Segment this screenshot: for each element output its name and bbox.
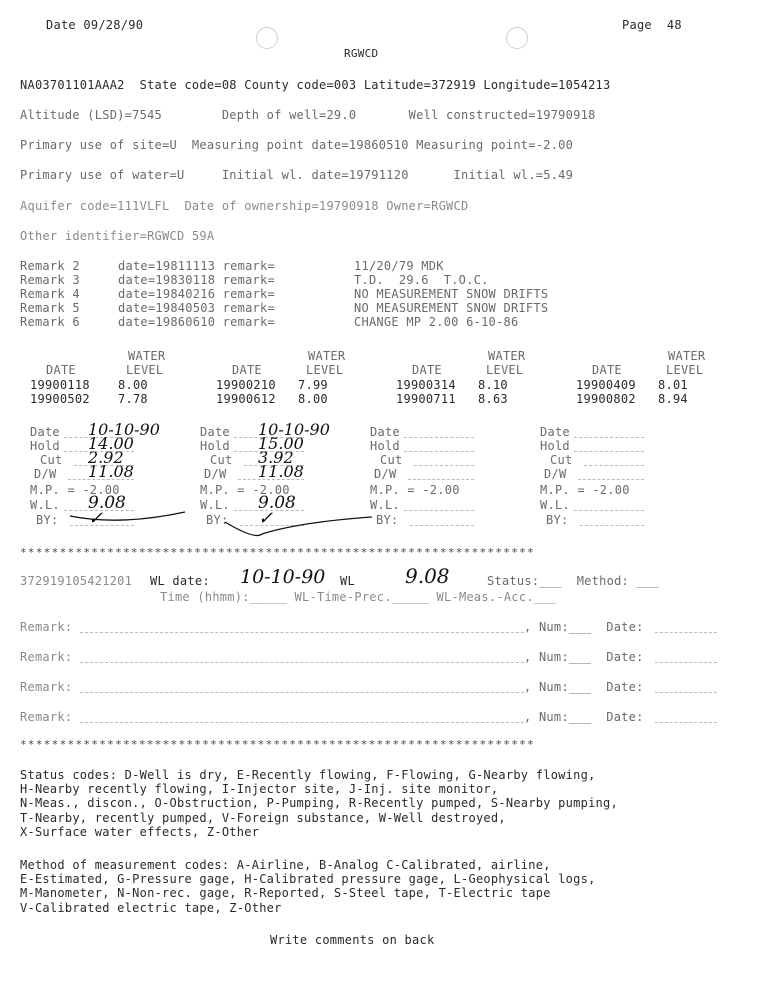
form-label-dw: D/W: [374, 467, 397, 481]
form-label-mp: M.P. = -2.00: [200, 483, 290, 497]
remark-line-label: Remark:: [20, 710, 73, 724]
level-date: 19900711: [396, 392, 456, 406]
page-number: Page 48: [622, 18, 682, 32]
method-code-line: V-Calibrated electric tape, Z-Other: [20, 900, 282, 915]
separator-stars-2: *****************************************************************: [20, 738, 535, 751]
site-line-2: Altitude (LSD)=7545 Depth of well=29.0 Well constructed=19790918: [20, 108, 596, 122]
header-date: DATE: [46, 363, 76, 377]
remark-label: Remark 4: [20, 287, 80, 301]
status-code-line: X-Surface water effects, Z-Other: [20, 824, 260, 839]
remark-date: date=19811113 remark=: [118, 259, 275, 273]
level-value: 7.99: [298, 378, 328, 392]
status-method-fields[interactable]: Status:___ Method: ___: [487, 574, 659, 588]
form-label-by: BY:: [376, 513, 399, 527]
remark-text: CHANGE MP 2.00 6-10-86: [354, 315, 519, 329]
remark-date: date=19830118 remark=: [118, 273, 275, 287]
remark-line-date-field[interactable]: [655, 722, 717, 723]
form-label-by: BY:: [546, 513, 569, 527]
form-label-dw: D/W: [204, 467, 227, 481]
remark-line-num-date: , Num:___ Date:: [524, 710, 644, 724]
form-label-cut: Cut: [380, 453, 403, 467]
method-code-line: M-Manometer, N-Non-rec. gage, R-Reported, S-Steel tape, T-Electric tape: [20, 886, 551, 901]
remark-date: date=19840216 remark=: [118, 287, 275, 301]
header-water: WATER: [308, 349, 346, 363]
site-line-3: Primary use of site=U Measuring point date=19860510 Measuring point=-2.00: [20, 138, 574, 152]
separator-stars-1: *****************************************************************: [20, 546, 535, 559]
remark-label: Remark 2: [20, 259, 80, 273]
site-line-1: NA03701101AAA2 State code=08 County code=003 Latitude=372919 Longitude=1054213: [20, 78, 611, 92]
remark-text: 11/20/79 MDK: [354, 259, 444, 273]
form-label-hold: Hold: [370, 439, 400, 453]
site-line-5: Aquifer code=111VLFL Date of ownership=19790918 Owner=RGWCD: [20, 199, 469, 213]
entry-date-value[interactable]: 10-10-90: [88, 420, 160, 439]
entry-wl-value[interactable]: 9.08: [88, 493, 126, 513]
form-label-dw: D/W: [34, 467, 57, 481]
remark-label: Remark 6: [20, 315, 80, 329]
form-label-cut: Cut: [210, 453, 233, 467]
level-value: 8.63: [478, 392, 508, 406]
entry-dw-value[interactable]: 11.08: [88, 462, 134, 481]
header-water: WATER: [128, 349, 166, 363]
level-value: 8.01: [658, 378, 688, 392]
wl-value[interactable]: 9.08: [405, 564, 450, 588]
form-label-cut: Cut: [550, 453, 573, 467]
remark-line-date-field[interactable]: [655, 632, 717, 633]
remark-line-label: Remark:: [20, 680, 73, 694]
level-date: 19900612: [216, 392, 276, 406]
wl-date-label: WL date:: [150, 574, 210, 588]
entry-by-value[interactable]: ✓: [88, 508, 104, 529]
remark-line-field[interactable]: [80, 632, 524, 633]
form-label-date: Date: [540, 425, 570, 439]
status-code-line: Status codes: D-Well is dry, E-Recently flowing, F-Flowing, G-Nearby flowing,: [20, 768, 596, 782]
form-label-wl: W.L.: [370, 498, 400, 512]
entry-cut-value[interactable]: 2.92: [88, 448, 124, 467]
header-level: LEVEL: [126, 363, 164, 377]
header-water: WATER: [668, 349, 706, 363]
site-line-6: Other identifier=RGWCD 59A: [20, 229, 215, 243]
level-value: 7.78: [118, 392, 148, 406]
level-date: 19900210: [216, 378, 276, 392]
form-label-date: Date: [370, 425, 400, 439]
method-code-line: E-Estimated, G-Pressure gage, H-Calibrated pressure gage, L-Geophysical logs,: [20, 872, 596, 887]
site-line-4: Primary use of water=U Initial wl. date=19791120 Initial wl.=5.49: [20, 168, 574, 182]
form-label-mp: M.P. = -2.00: [30, 483, 120, 497]
entry-cut-value[interactable]: 3.92: [258, 448, 294, 467]
level-date: 19900314: [396, 378, 456, 392]
remark-line-field[interactable]: [80, 722, 524, 723]
entry-hold-value[interactable]: 14.00: [88, 434, 134, 453]
strike-mark-1: [70, 512, 185, 520]
level-value: 8.00: [298, 392, 328, 406]
entry-hold-value[interactable]: 15.00: [258, 434, 304, 453]
remark-label: Remark 3: [20, 273, 80, 287]
entry-wl-value[interactable]: 9.08: [258, 493, 296, 513]
form-label-wl: W.L.: [30, 498, 60, 512]
remark-line-label: Remark:: [20, 620, 73, 634]
level-value: 8.10: [478, 378, 508, 392]
record-site-id: 372919105421201: [20, 574, 133, 588]
entry-date-value[interactable]: 10-10-90: [258, 420, 330, 439]
remark-line-field[interactable]: [80, 662, 524, 663]
status-code-line: T-Nearby, recently pumped, V-Foreign substance, W-Well destroyed,: [20, 810, 506, 825]
remark-line-field[interactable]: [80, 692, 524, 693]
level-date: 19900118: [30, 378, 90, 392]
record-line-2[interactable]: Time (hhmm):_____ WL-Time-Prec._____ WL-Meas.-Acc.___: [160, 590, 557, 604]
header-level: LEVEL: [486, 363, 524, 377]
level-value: 8.94: [658, 392, 688, 406]
remark-text: NO MEASUREMENT SNOW DRIFTS: [354, 287, 549, 301]
level-value: 8.00: [118, 378, 148, 392]
remark-line-date-field[interactable]: [655, 692, 717, 693]
remark-text: NO MEASUREMENT SNOW DRIFTS: [354, 301, 549, 315]
form-label-wl: W.L.: [540, 498, 570, 512]
form-label-by: BY:: [36, 513, 59, 527]
agency-title: RGWCD: [344, 47, 379, 60]
header-level: LEVEL: [306, 363, 344, 377]
wl-label: WL: [340, 574, 355, 588]
remark-text: T.D. 29.6 T.O.C.: [354, 273, 489, 287]
header-date: DATE: [232, 363, 262, 377]
header-water: WATER: [488, 349, 526, 363]
method-code-line: Method of measurement codes: A-Airline, B-Analog C-Calibrated, airline,: [20, 858, 551, 872]
status-code-line: N-Meas., discon., O-Obstruction, P-Pumping, R-Recently pumped, S-Nearby pumping,: [20, 796, 618, 811]
form-label-date: Date: [200, 425, 230, 439]
strike-mark-2: [225, 517, 372, 536]
form-label-wl: W.L.: [200, 498, 230, 512]
remark-label: Remark 5: [20, 301, 80, 315]
entry-by-value[interactable]: ✓: [258, 508, 274, 529]
remark-line-num-date: , Num:___ Date:: [524, 620, 644, 634]
form-label-dw: D/W: [544, 467, 567, 481]
remark-line-date-field[interactable]: [655, 662, 717, 663]
form-label-date: Date: [30, 425, 60, 439]
remark-line-num-date: , Num:___ Date:: [524, 680, 644, 694]
header-date: DATE: [412, 363, 442, 377]
remark-line-label: Remark:: [20, 650, 73, 664]
level-date: 19900802: [576, 392, 636, 406]
form-label-hold: Hold: [540, 439, 570, 453]
remark-line-num-date: , Num:___ Date:: [524, 650, 644, 664]
report-date: Date 09/28/90: [46, 18, 144, 32]
form-label-hold: Hold: [30, 439, 60, 453]
form-label-by: BY:: [206, 513, 229, 527]
form-label-cut: Cut: [40, 453, 63, 467]
remark-date: date=19860610 remark=: [118, 315, 275, 329]
form-label-mp: M.P. = -2.00: [370, 483, 460, 497]
header-level: LEVEL: [666, 363, 704, 377]
level-date: 19900502: [30, 392, 90, 406]
header-date: DATE: [592, 363, 622, 377]
form-label-mp: M.P. = -2.00: [540, 483, 630, 497]
footer-note: Write comments on back: [270, 933, 435, 947]
wl-date-value[interactable]: 10-10-90: [240, 566, 326, 588]
entry-dw-value[interactable]: 11.08: [258, 462, 304, 481]
level-date: 19900409: [576, 378, 636, 392]
status-code-line: H-Nearby recently flowing, I-Injector site, J-Inj. site monitor,: [20, 782, 499, 797]
form-label-hold: Hold: [200, 439, 230, 453]
remark-date: date=19840503 remark=: [118, 301, 275, 315]
